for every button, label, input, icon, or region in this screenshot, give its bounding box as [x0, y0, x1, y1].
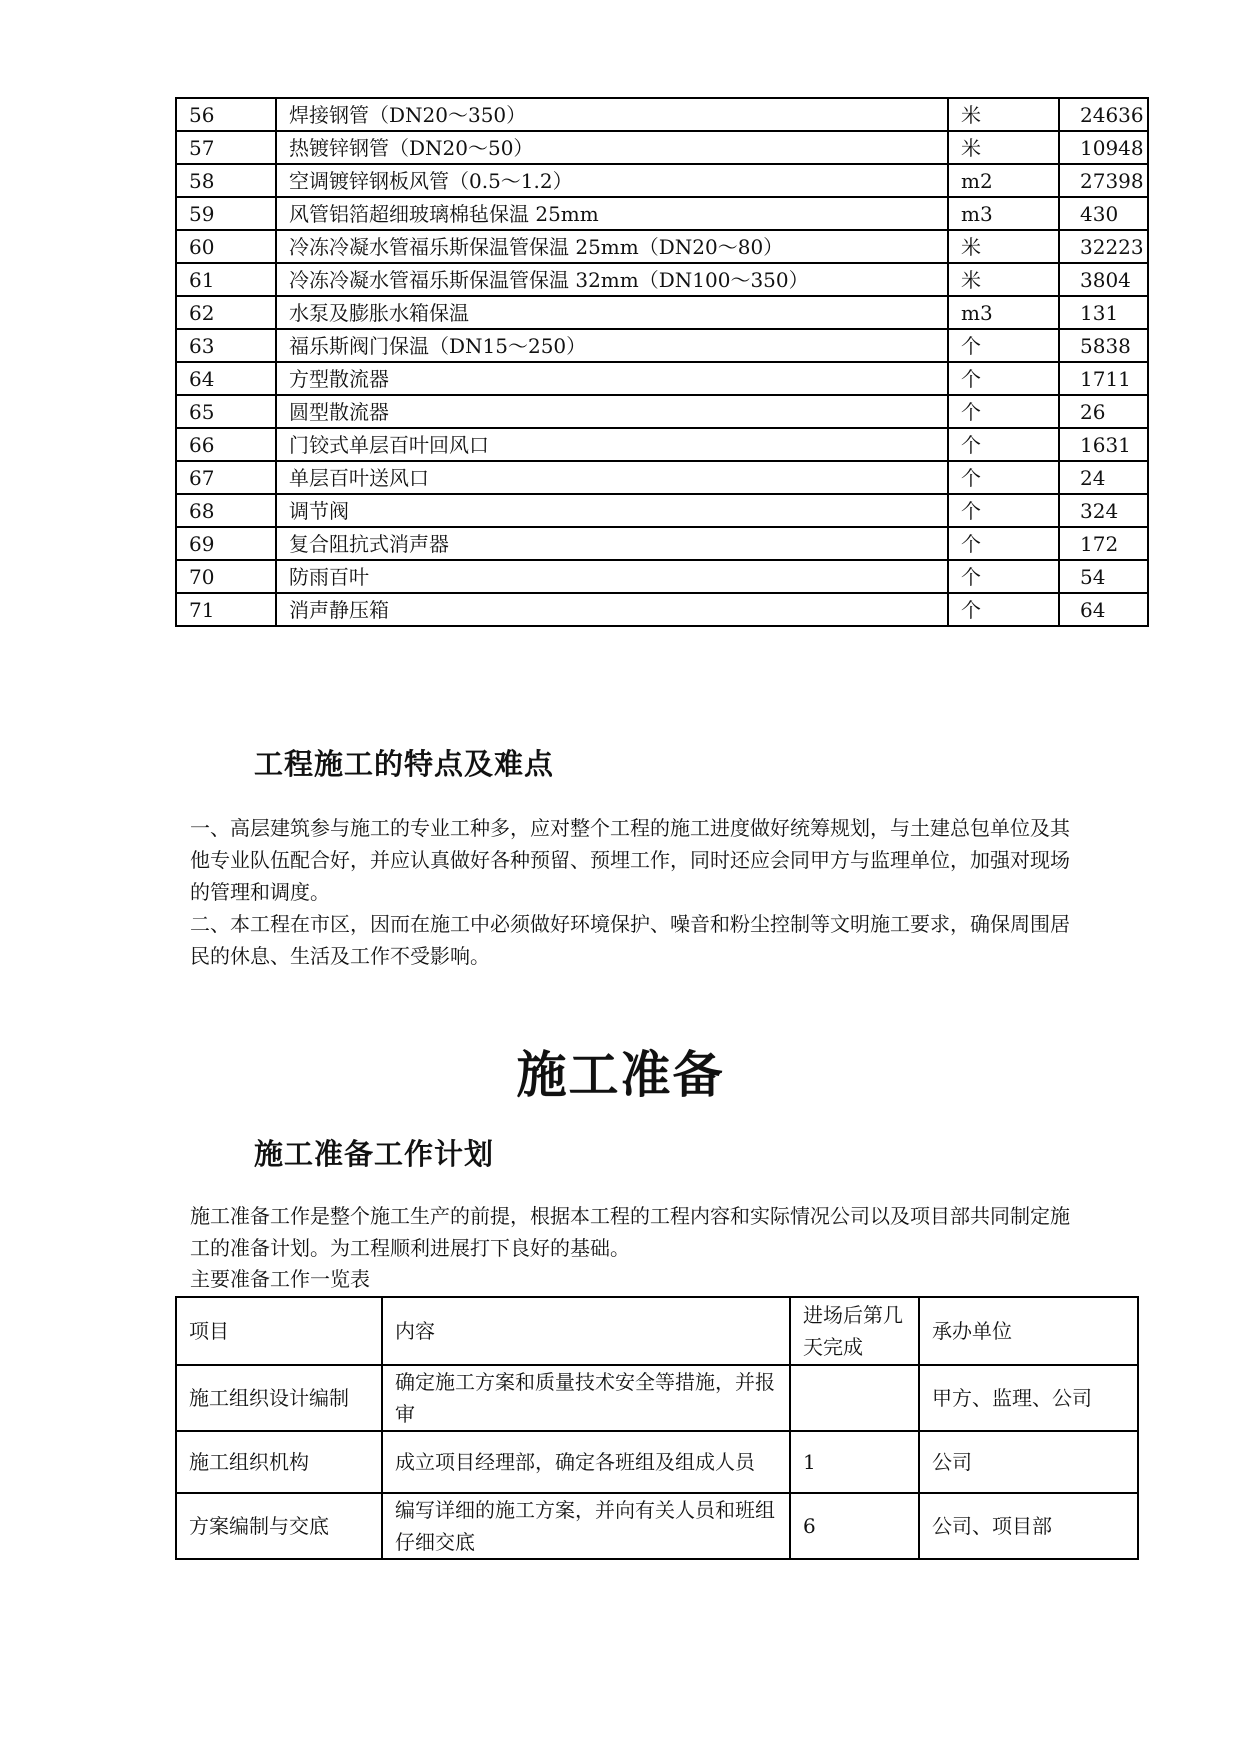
- item-unit: 个: [948, 461, 1059, 494]
- item-name: 热镀锌钢管（DN20～50）: [276, 131, 948, 164]
- prep-unit: 甲方、监理、公司: [919, 1365, 1138, 1431]
- item-quantity: 26: [1059, 395, 1148, 428]
- header-content: 内容: [382, 1297, 790, 1365]
- item-unit: m3: [948, 197, 1059, 230]
- item-name: 防雨百叶: [276, 560, 948, 593]
- prep-item: 施工组织设计编制: [176, 1365, 382, 1431]
- item-unit: 米: [948, 131, 1059, 164]
- item-quantity: 1711: [1059, 362, 1148, 395]
- prep-content: 编写详细的施工方案，并向有关人员和班组仔细交底: [382, 1493, 790, 1559]
- prep-content: 成立项目经理部，确定各班组及组成人员: [382, 1431, 790, 1493]
- item-unit: 个: [948, 329, 1059, 362]
- table-row: [176, 230, 1148, 263]
- item-quantity: 3804: [1059, 263, 1148, 296]
- item-quantity: 64: [1059, 593, 1148, 626]
- prep-item: 方案编制与交底: [176, 1493, 382, 1559]
- table-row: [176, 560, 1148, 593]
- row-number: 69: [176, 527, 276, 560]
- item-unit: 米: [948, 98, 1059, 131]
- chapter-title: 施工准备: [516, 1046, 725, 1104]
- difficulty-paragraph-1: 一、高层建筑参与施工的专业工种多，应对整个工程的施工进度做好统筹规划，与土建总包单位及其他专业队伍配合好，并应认真做好各种预留、预埋工作，同时还应会同甲方与监理单位，加强对现场的管理和调度。: [190, 816, 1070, 904]
- prep-days: 1: [790, 1431, 919, 1493]
- item-name: 方型散流器: [276, 362, 948, 395]
- table-row: [176, 131, 1148, 164]
- item-quantity: 172: [1059, 527, 1148, 560]
- item-name: 调节阀: [276, 494, 948, 527]
- item-quantity: 24: [1059, 461, 1148, 494]
- item-unit: 个: [948, 527, 1059, 560]
- preparation-table: [175, 1296, 1139, 1560]
- row-number: 67: [176, 461, 276, 494]
- table-row: [176, 395, 1148, 428]
- table-row: [176, 296, 1148, 329]
- row-number: 71: [176, 593, 276, 626]
- item-quantity: 24636: [1059, 98, 1148, 131]
- item-quantity: 27398: [1059, 164, 1148, 197]
- item-quantity: 430: [1059, 197, 1148, 230]
- item-unit: m3: [948, 296, 1059, 329]
- item-name: 空调镀锌钢板风管（0.5～1.2）: [276, 164, 948, 197]
- table-row: [176, 428, 1148, 461]
- item-unit: 个: [948, 593, 1059, 626]
- item-name: 单层百叶送风口: [276, 461, 948, 494]
- item-unit: 米: [948, 263, 1059, 296]
- table-row: [176, 527, 1148, 560]
- item-quantity: 131: [1059, 296, 1148, 329]
- item-quantity: 10948: [1059, 131, 1148, 164]
- table-row: [176, 461, 1148, 494]
- item-unit: 个: [948, 494, 1059, 527]
- prep-days: 6: [790, 1493, 919, 1559]
- materials-table: [175, 97, 1149, 627]
- table-row: [176, 164, 1148, 197]
- header-unit: 承办单位: [919, 1297, 1138, 1365]
- row-number: 58: [176, 164, 276, 197]
- table-row: [176, 197, 1148, 230]
- table-row: [176, 329, 1148, 362]
- table-row: [176, 1431, 1138, 1493]
- row-number: 57: [176, 131, 276, 164]
- table-row: [176, 362, 1148, 395]
- row-number: 65: [176, 395, 276, 428]
- row-number: 70: [176, 560, 276, 593]
- table-row: [176, 98, 1148, 131]
- table-row: [176, 263, 1148, 296]
- plan-heading: 施工准备工作计划: [254, 1137, 495, 1171]
- table-header-row: [176, 1297, 1138, 1365]
- difficulties-heading: 工程施工的特点及难点: [254, 747, 555, 781]
- item-quantity: 1631: [1059, 428, 1148, 461]
- row-number: 56: [176, 98, 276, 131]
- prep-days: [790, 1365, 919, 1431]
- item-unit: 个: [948, 560, 1059, 593]
- prep-unit: 公司: [919, 1431, 1138, 1493]
- item-unit: 米: [948, 230, 1059, 263]
- row-number: 68: [176, 494, 276, 527]
- table-row: [176, 593, 1148, 626]
- item-name: 福乐斯阀门保温（DN15～250）: [276, 329, 948, 362]
- prep-item: 施工组织机构: [176, 1431, 382, 1493]
- item-name: 门铰式单层百叶回风口: [276, 428, 948, 461]
- row-number: 61: [176, 263, 276, 296]
- item-unit: 个: [948, 428, 1059, 461]
- item-unit: 个: [948, 362, 1059, 395]
- item-quantity: 32223: [1059, 230, 1148, 263]
- plan-intro-paragraph: 施工准备工作是整个施工生产的前提，根据本工程的工程内容和实际情况公司以及项目部共同制定施工的准备计划。为工程顺利进展打下良好的基础。: [190, 1204, 1070, 1260]
- item-name: 焊接钢管（DN20～350）: [276, 98, 948, 131]
- header-item: 项目: [176, 1297, 382, 1365]
- item-quantity: 324: [1059, 494, 1148, 527]
- item-name: 消声静压箱: [276, 593, 948, 626]
- item-unit: 个: [948, 395, 1059, 428]
- row-number: 62: [176, 296, 276, 329]
- row-number: 60: [176, 230, 276, 263]
- table-row: [176, 1493, 1138, 1559]
- item-name: 风管铝箔超细玻璃棉毡保温 25mm: [276, 197, 948, 230]
- table-row: [176, 1365, 1138, 1431]
- item-quantity: 5838: [1059, 329, 1148, 362]
- row-number: 64: [176, 362, 276, 395]
- item-name: 冷冻冷凝水管福乐斯保温管保温 25mm（DN20～80）: [276, 230, 948, 263]
- prep-unit: 公司、项目部: [919, 1493, 1138, 1559]
- row-number: 59: [176, 197, 276, 230]
- item-quantity: 54: [1059, 560, 1148, 593]
- item-name: 复合阻抗式消声器: [276, 527, 948, 560]
- difficulty-paragraph-2: 二、本工程在市区，因而在施工中必须做好环境保护、噪音和粉尘控制等文明施工要求，确保周围居民的休息、生活及工作不受影响。: [190, 912, 1070, 968]
- item-name: 冷冻冷凝水管福乐斯保温管保温 32mm（DN100～350）: [276, 263, 948, 296]
- item-name: 水泵及膨胀水箱保温: [276, 296, 948, 329]
- row-number: 63: [176, 329, 276, 362]
- table-row: [176, 494, 1148, 527]
- row-number: 66: [176, 428, 276, 461]
- table-caption: 主要准备工作一览表: [190, 1267, 370, 1291]
- header-days: 进场后第几天完成: [790, 1297, 919, 1365]
- item-name: 圆型散流器: [276, 395, 948, 428]
- item-unit: m2: [948, 164, 1059, 197]
- prep-content: 确定施工方案和质量技术安全等措施，并报审: [382, 1365, 790, 1431]
